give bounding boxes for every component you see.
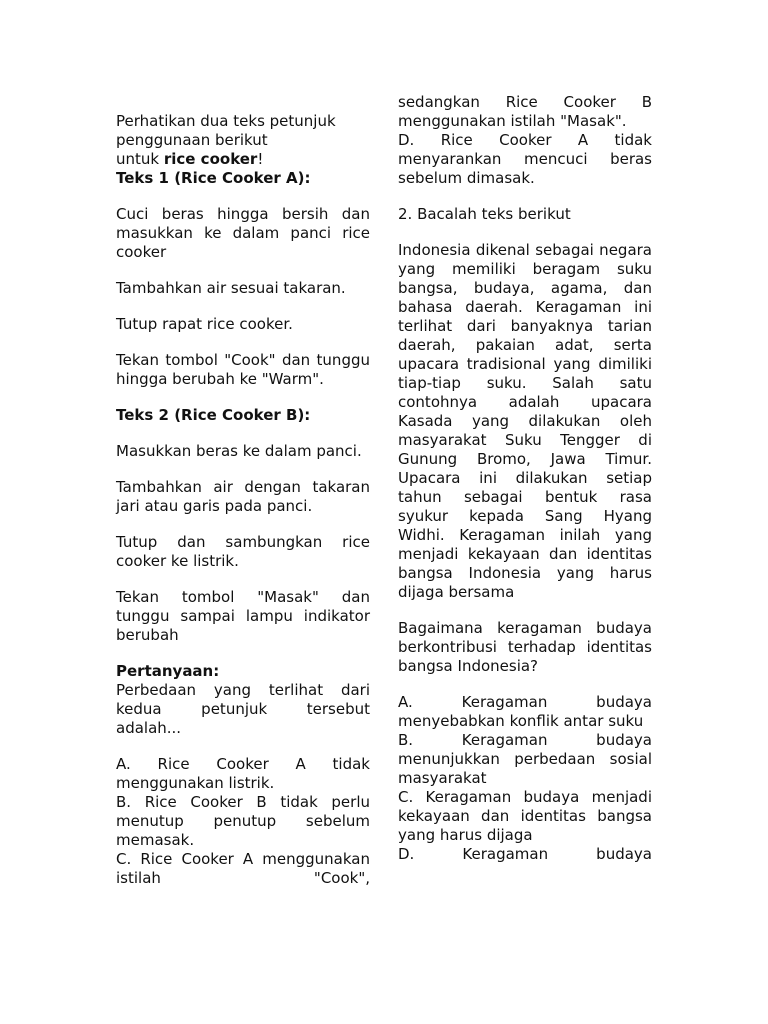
teks2-step-3: Tutup dan sambungkan rice cooker ke listrik. bbox=[116, 533, 370, 570]
intro-prefix: untuk bbox=[116, 150, 164, 168]
option-a: A. Rice Cooker A tidak menggunakan listrik. bbox=[116, 755, 370, 792]
teks2-step-1: Masukkan beras ke dalam panci. bbox=[116, 442, 362, 460]
option-c-continued: sedangkan Rice Cooker B menggunakan istilah "Masak". bbox=[398, 93, 652, 130]
intro-text bbox=[116, 112, 370, 169]
q2-option-b: B. Keragaman budaya menunjukkan perbedaan sosial masyarakat bbox=[398, 731, 652, 787]
teks2-heading: Teks 2 (Rice Cooker B): bbox=[116, 406, 311, 424]
teks1-step-1: Cuci beras hingga bersih dan masukkan ke dalam panci rice cooker bbox=[116, 205, 370, 261]
intro-suffix: ! bbox=[257, 150, 264, 168]
option-d: D. Rice Cooker A tidak menyarankan mencuci beras sebelum dimasak. bbox=[398, 131, 652, 187]
teks1-step-4: Tekan tombol "Cook" dan tunggu hingga berubah ke "Warm". bbox=[116, 351, 370, 388]
question-text: Perbedaan yang terlihat dari kedua petunjuk tersebut adalah... bbox=[116, 681, 370, 737]
question-heading: Pertanyaan: bbox=[116, 662, 220, 680]
left-column bbox=[116, 112, 370, 888]
teks1-step-3: Tutup rapat rice cooker. bbox=[116, 315, 293, 333]
option-b: B. Rice Cooker B tidak perlu menutup penutup sebelum memasak. bbox=[116, 793, 370, 849]
option-c: C. Rice Cooker A menggunakan istilah "Cook", bbox=[116, 850, 370, 887]
q2-option-d: D. Keragaman budaya bbox=[398, 845, 652, 863]
intro-bold: rice cooker bbox=[163, 150, 258, 168]
q2-question: Bagaimana keragaman budaya berkontribusi terhadap identitas bangsa Indonesia? bbox=[398, 619, 652, 675]
right-column bbox=[398, 93, 652, 864]
q2-heading: 2. Bacalah teks berikut bbox=[398, 205, 571, 223]
q2-passage: Indonesia dikenal sebagai negara yang memiliki beragam suku bangsa, budaya, agama, dan bahasa daerah. Keragaman ini terlihat dari banyaknya tarian daerah, pakaian adat, serta upacara tradisional yang dimiliki tiap-tiap suku. Salah satu contohnya adalah upacara Kasada yang dilakukan oleh masyarakat Suku Tengger di Gunung Bromo, Jawa Timur. Upacara ini dilakukan setiap tahun sebagai bentuk rasa syukur kepada Sang Hyang Widhi. Keragaman inilah yang menjadi kekayaan dan identitas bangsa Indonesia yang harus dijaga bersama bbox=[398, 241, 652, 601]
intro-line1: Perhatikan dua teks petunjuk penggunaan berikut bbox=[116, 112, 336, 149]
q2-option-c: C. Keragaman budaya menjadi kekayaan dan identitas bangsa yang harus dijaga bbox=[398, 788, 652, 844]
teks2-step-4: Tekan tombol "Masak" dan tunggu sampai lampu indikator berubah bbox=[116, 588, 370, 644]
teks1-step-2: Tambahkan air sesuai takaran. bbox=[116, 279, 346, 297]
q2-option-a: A. Keragaman budaya menyebabkan konflik antar suku bbox=[398, 693, 652, 730]
teks2-step-2: Tambahkan air dengan takaran jari atau garis pada panci. bbox=[116, 478, 370, 515]
teks1-heading: Teks 1 (Rice Cooker A): bbox=[116, 169, 311, 187]
